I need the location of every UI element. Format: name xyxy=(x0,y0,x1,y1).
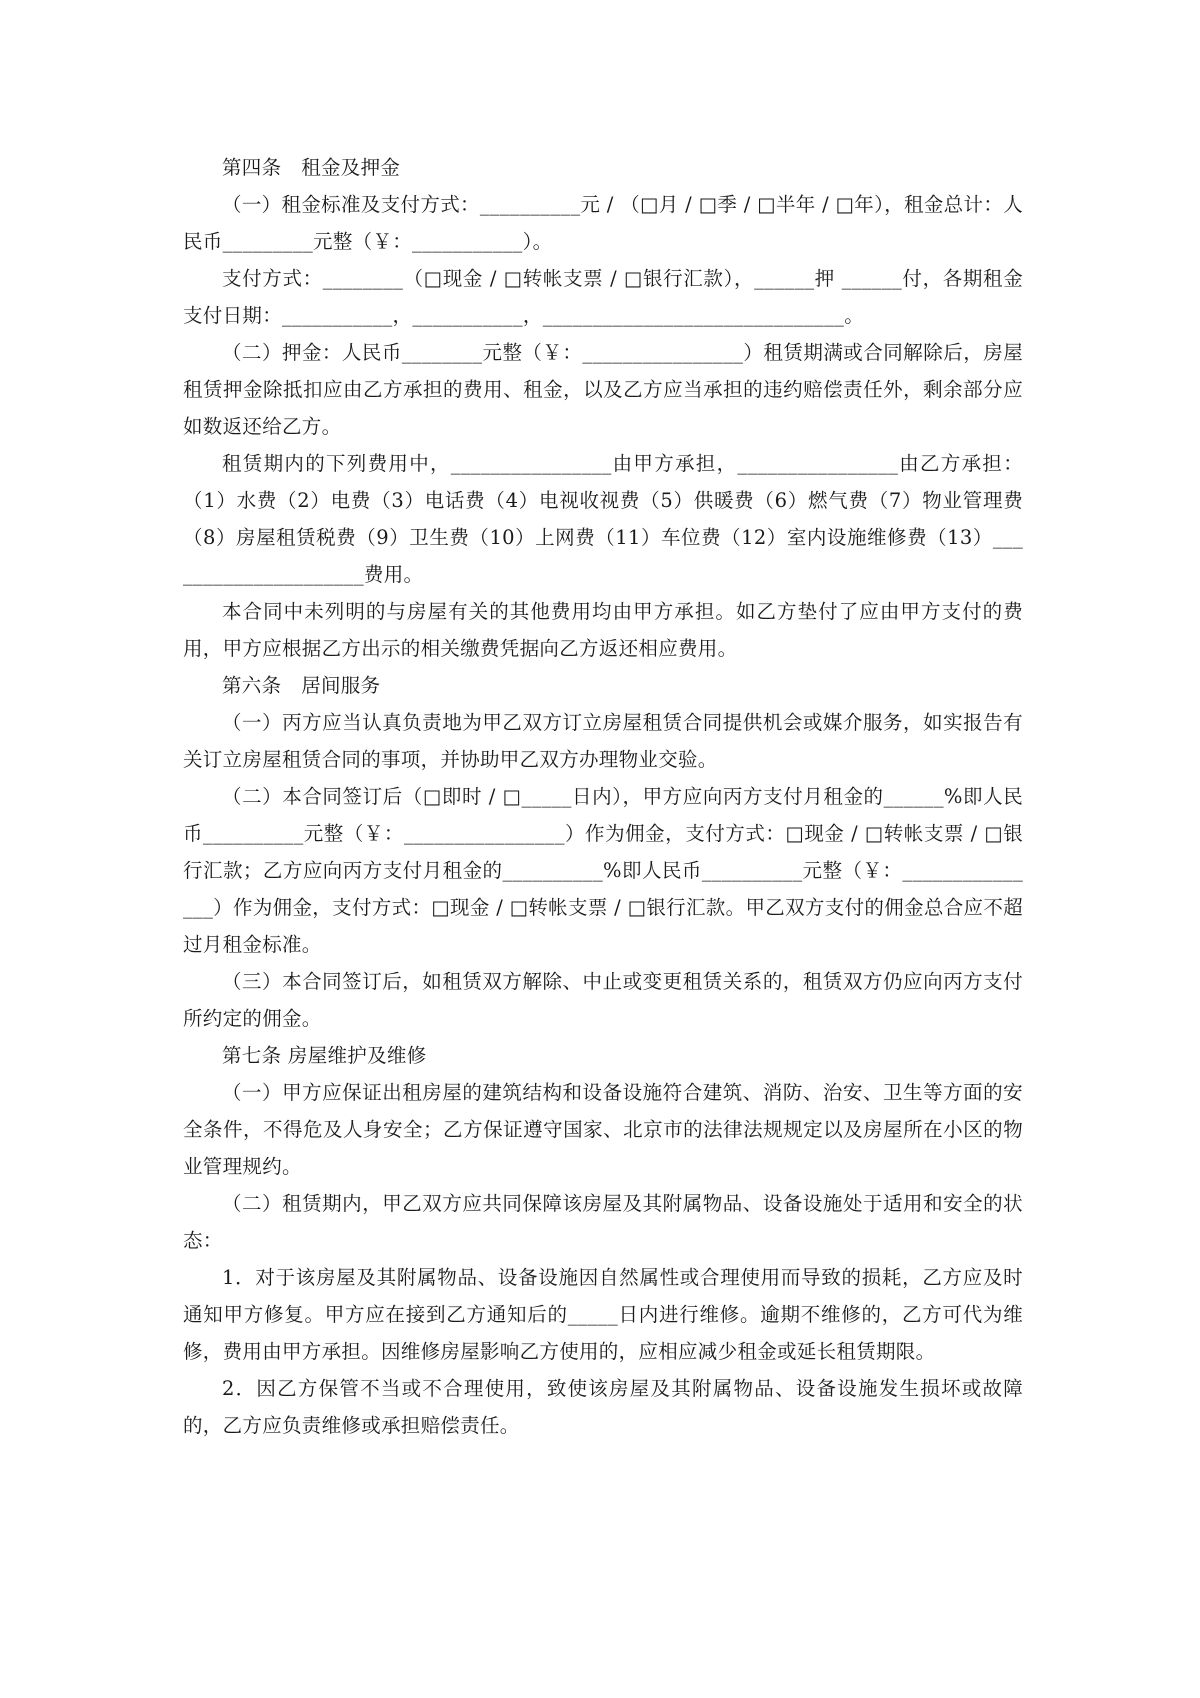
article-6-heading: 第六条 居间服务 xyxy=(222,674,381,697)
article-7-heading: 第七条 房屋维护及维修 xyxy=(222,1044,427,1067)
paragraph-safety-conditions: （一）甲方应保证出租房屋的建筑结构和设备设施符合建筑、消防、治安、卫生等方面的安全条件，不得危及人身安全；乙方保证遵守国家、北京市的法律法规规定以及房屋所在小区的物业管理规约。 xyxy=(183,1081,1023,1178)
paragraph-rent-standard: （一）租金标准及支付方式：__________元 / （□月 / □季 / □半年 / □年），租金总计：人民币_________元整（￥：___________）。 xyxy=(183,193,1023,253)
paragraph-commission-after-termination: （三）本合同签订后，如租赁双方解除、中止或变更租赁关系的，租赁双方仍应向丙方支付所约定的佣金。 xyxy=(183,970,1023,1030)
document-body xyxy=(183,149,1023,1444)
article-4-heading: 第四条 租金及押金 xyxy=(222,156,401,179)
paragraph-payment-method: 支付方式：________（□现金 / □转帐支票 / □银行汇款），______押 ______付，各期租金支付日期：___________，___________，______________________________。 xyxy=(183,267,1023,327)
paragraph-maintenance-item-1: 1．对于该房屋及其附属物品、设备设施因自然属性或合理使用而导致的损耗，乙方应及时通知甲方修复。甲方应在接到乙方通知后的_____日内进行维修。逾期不维修的，乙方可代为维修，费用由甲方承担。因维修房屋影响乙方使用的，应相应减少租金或延长租赁期限。 xyxy=(183,1266,1023,1363)
paragraph-other-expenses: 本合同中未列明的与房屋有关的其他费用均由甲方承担。如乙方垫付了应由甲方支付的费用，甲方应根据乙方出示的相关缴费凭据向乙方返还相应费用。 xyxy=(183,600,1023,660)
paragraph-expenses: 租赁期内的下列费用中，________________由甲方承担，________________由乙方承担：（1）水费（2）电费（3）电话费（4）电视收视费（5）供暖费（6）燃气费（7）物业管理费（8）房屋租赁税费（9）卫生费（10）上网费（11）车位费（12）室内设施维修费（13）_____________________费用。 xyxy=(183,452,1023,586)
paragraph-intermediary-duty: （一）丙方应当认真负责地为甲乙双方订立房屋租赁合同提供机会或媒介服务，如实报告有关订立房屋租赁合同的事项，并协助甲乙双方办理物业交验。 xyxy=(183,711,1023,771)
paragraph-commission: （二）本合同签订后（□即时 / □_____日内），甲方应向丙方支付月租金的______%即人民币__________元整（￥：________________）作为佣金，支付方式：□现金 / □转帐支票 / □银行汇款；乙方应向丙方支付月租金的__________%即人民币__________元整（￥：_______________）作为佣金，支付方式：□现金 / □转帐支票 / □银行汇款。甲乙双方支付的佣金总合应不超过月租金标准。 xyxy=(183,785,1023,956)
paragraph-deposit: （二）押金：人民币________元整（￥：________________）租赁期满或合同解除后，房屋租赁押金除抵扣应由乙方承担的费用、租金，以及乙方应当承担的违约赔偿责任外，剩余部分应如数返还给乙方。 xyxy=(183,341,1023,438)
paragraph-maintenance-item-2: 2．因乙方保管不当或不合理使用，致使该房屋及其附属物品、设备设施发生损坏或故障的，乙方应负责维修或承担赔偿责任。 xyxy=(183,1377,1023,1437)
paragraph-maintenance-state: （二）租赁期内，甲乙双方应共同保障该房屋及其附属物品、设备设施处于适用和安全的状态： xyxy=(183,1192,1023,1252)
